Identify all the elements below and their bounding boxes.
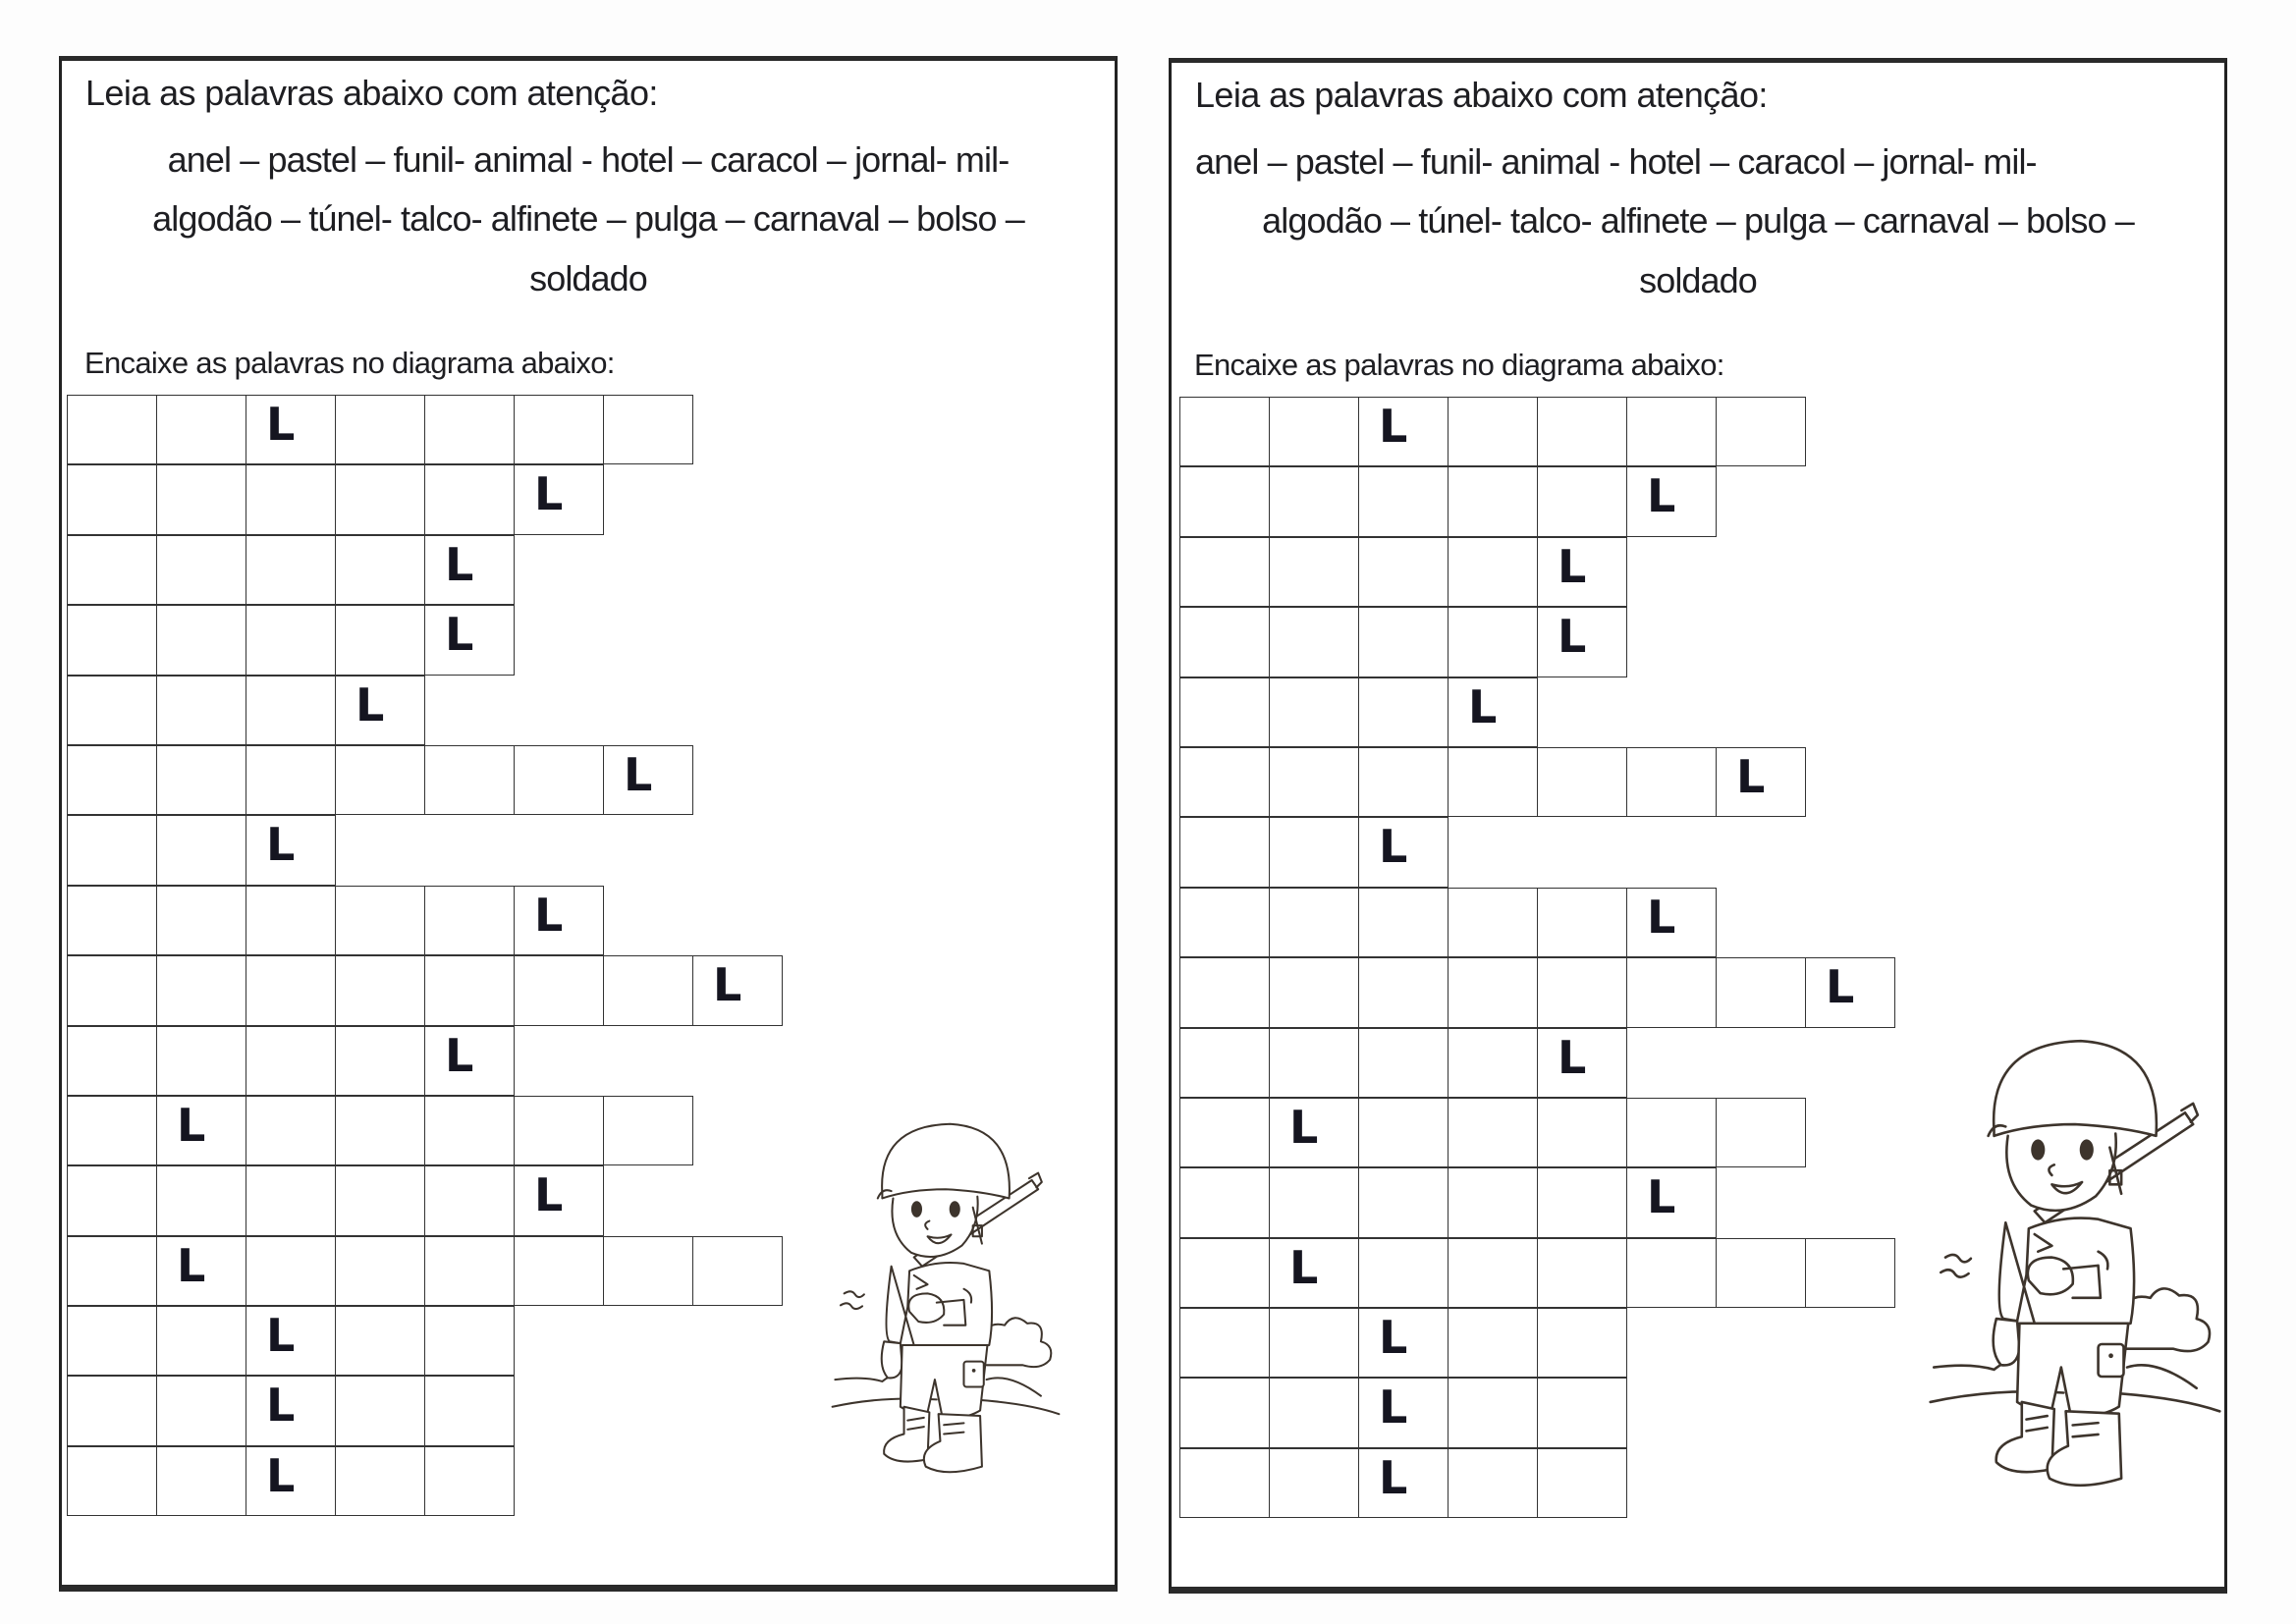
grid-row [1179,888,1894,957]
grid-row [67,1026,782,1096]
given-letter: L [445,608,474,662]
grid-cell[interactable] [1269,1448,1359,1518]
grid-row [67,676,782,745]
diagram-instruction: Encaixe as palavras no diagrama abaixo: [1194,348,1724,382]
grid-cell[interactable] [1269,537,1359,607]
grid-cell[interactable] [1179,677,1270,747]
grid-cell[interactable] [1179,1448,1270,1518]
grid-row [1179,817,1894,887]
diagram-instruction: Encaixe as palavras no diagrama abaixo: [84,346,615,380]
grid-cell[interactable] [246,1446,336,1516]
grid-cell[interactable] [1448,1308,1538,1378]
grid-cell[interactable] [1537,1238,1627,1308]
grid-cell[interactable] [1537,957,1627,1027]
given-letter: L [355,677,385,731]
given-letter: L [1647,890,1676,944]
grid-cell[interactable] [156,1165,246,1235]
grid-cell[interactable] [1358,1308,1449,1378]
given-letter: L [266,818,296,872]
grid-cell[interactable] [1269,607,1359,677]
grid-cell[interactable] [424,1376,515,1445]
grid-cell[interactable] [335,1446,425,1516]
given-letter: L [1379,1450,1408,1504]
word-list-line-3: soldado [1639,260,1757,300]
grid-cell[interactable] [156,464,246,534]
grid-cell[interactable] [1448,1238,1538,1308]
given-letter: L [266,1309,296,1363]
grid-cell[interactable] [1448,466,1538,536]
grid-row [1179,1308,1894,1378]
grid-cell[interactable] [1179,1028,1270,1098]
grid-cell[interactable] [1537,466,1627,536]
grid-cell[interactable] [67,1376,157,1445]
given-letter: L [177,1238,206,1292]
reading-instruction: Leia as palavras abaixo com atenção: [85,73,658,113]
grid-cell[interactable] [1358,1167,1449,1237]
given-letter: L [1558,610,1587,664]
grid-cell[interactable] [335,1236,425,1306]
grid-cell[interactable] [335,395,425,464]
grid-cell[interactable] [1179,747,1270,817]
grid-cell[interactable] [67,535,157,605]
grid-cell[interactable] [1537,1167,1627,1237]
word-list-line-2: algodão – túnel- talco- alfinete – pulga – carnaval – bolso – [152,198,1024,239]
grid-cell[interactable] [692,1236,783,1306]
grid-cell[interactable] [156,1446,246,1516]
grid-cell[interactable] [1448,1378,1538,1447]
grid-cell[interactable] [1179,888,1270,957]
given-letter: L [1558,539,1587,593]
grid-cell[interactable] [1448,677,1538,747]
grid-cell[interactable] [67,1165,157,1235]
grid-cell[interactable] [1626,1238,1717,1308]
grid-cell[interactable] [1358,957,1449,1027]
grid-cell[interactable] [424,886,515,955]
word-list-line-3: soldado [529,258,647,298]
grid-cell[interactable] [1537,747,1627,817]
grid-cell[interactable] [67,1306,157,1376]
given-letter: L [1379,400,1408,453]
grid-cell[interactable] [335,1096,425,1165]
grid-cell[interactable] [67,605,157,675]
given-letter: L [534,467,564,521]
grid-cell[interactable] [514,955,604,1025]
grid-cell[interactable] [246,1096,336,1165]
grid-row [67,886,782,955]
grid-cell[interactable] [1358,466,1449,536]
grid-cell[interactable] [156,535,246,605]
grid-cell[interactable] [246,955,336,1025]
grid-cell[interactable] [1448,397,1538,466]
grid-cell[interactable] [67,676,157,745]
grid-cell[interactable] [156,1306,246,1376]
given-letter: L [266,1448,296,1502]
grid-cell[interactable] [1537,1098,1627,1167]
grid-cell[interactable] [156,1096,246,1165]
grid-cell[interactable] [246,395,336,464]
grid-cell[interactable] [1626,1167,1717,1237]
crossword-grid [1179,397,1894,1518]
grid-cell[interactable] [156,955,246,1025]
grid-cell[interactable] [1269,1028,1359,1098]
grid-cell[interactable] [424,605,515,675]
grid-cell[interactable] [1358,888,1449,957]
grid-row [1179,537,1894,607]
grid-cell[interactable] [424,1165,515,1235]
given-letter: L [1736,749,1766,803]
grid-cell[interactable] [246,1026,336,1096]
grid-cell[interactable] [335,745,425,815]
grid-cell[interactable] [424,1306,515,1376]
grid-cell[interactable] [514,1165,604,1235]
grid-row [67,1165,782,1235]
grid-cell[interactable] [246,1165,336,1235]
grid-row [1179,1098,1894,1167]
grid-cell[interactable] [67,745,157,815]
grid-cell[interactable] [603,955,693,1025]
given-letter: L [713,958,742,1012]
grid-cell[interactable] [603,745,693,815]
grid-cell[interactable] [1716,747,1806,817]
grid-cell[interactable] [692,955,783,1025]
grid-cell[interactable] [156,676,246,745]
grid-cell[interactable] [1448,747,1538,817]
grid-row [67,955,782,1025]
grid-cell[interactable] [1358,397,1449,466]
grid-row [67,1096,782,1165]
soldier-illustration [1923,1020,2227,1506]
grid-cell[interactable] [67,1096,157,1165]
grid-cell[interactable] [246,605,336,675]
grid-cell[interactable] [1805,1238,1895,1308]
grid-cell[interactable] [1269,466,1359,536]
grid-cell[interactable] [1179,1378,1270,1447]
grid-cell[interactable] [156,886,246,955]
grid-cell[interactable] [1269,1238,1359,1308]
grid-cell[interactable] [424,1446,515,1516]
grid-row [1179,397,1894,466]
grid-cell[interactable] [1358,537,1449,607]
grid-row [1179,1167,1894,1237]
grid-cell[interactable] [1358,1378,1449,1447]
grid-cell[interactable] [335,535,425,605]
grid-cell[interactable] [1448,1448,1538,1518]
grid-cell[interactable] [1179,607,1270,677]
grid-cell[interactable] [1358,1448,1449,1518]
given-letter: L [1647,1170,1676,1224]
grid-cell[interactable] [1448,607,1538,677]
grid-cell[interactable] [67,1446,157,1516]
grid-cell[interactable] [67,815,157,885]
grid-cell[interactable] [335,1376,425,1445]
grid-cell[interactable] [1179,817,1270,887]
grid-cell[interactable] [1537,1448,1627,1518]
grid-cell[interactable] [335,605,425,675]
grid-row [67,745,782,815]
grid-row [1179,607,1894,677]
given-letter: L [266,398,296,451]
given-letter: L [534,1168,564,1222]
worksheet-panel-right [1169,58,2227,1594]
soldier-illustration [828,1107,1064,1489]
given-letter: L [534,888,564,942]
grid-cell[interactable] [1626,888,1717,957]
grid-cell[interactable] [246,745,336,815]
grid-cell[interactable] [514,1096,604,1165]
grid-cell[interactable] [335,1306,425,1376]
grid-cell[interactable] [424,955,515,1025]
grid-cell[interactable] [246,1306,336,1376]
grid-cell[interactable] [67,1236,157,1306]
grid-cell[interactable] [1716,397,1806,466]
grid-cell[interactable] [1269,888,1359,957]
grid-cell[interactable] [1358,677,1449,747]
grid-cell[interactable] [1269,1098,1359,1167]
grid-cell[interactable] [1179,957,1270,1027]
grid-cell[interactable] [424,464,515,534]
grid-cell[interactable] [1179,1308,1270,1378]
grid-cell[interactable] [1448,1028,1538,1098]
grid-cell[interactable] [67,395,157,464]
grid-cell[interactable] [246,1236,336,1306]
grid-row [67,1236,782,1306]
grid-cell[interactable] [1358,1238,1449,1308]
grid-row [1179,677,1894,747]
grid-cell[interactable] [1537,607,1627,677]
grid-cell[interactable] [335,676,425,745]
grid-cell[interactable] [1626,957,1717,1027]
grid-cell[interactable] [1269,397,1359,466]
grid-cell[interactable] [1269,957,1359,1027]
grid-cell[interactable] [335,955,425,1025]
grid-row [1179,1028,1894,1098]
given-letter: L [1289,1100,1319,1154]
grid-cell[interactable] [514,886,604,955]
grid-cell[interactable] [514,395,604,464]
given-letter: L [1647,469,1676,523]
grid-cell[interactable] [335,1026,425,1096]
grid-cell[interactable] [424,1096,515,1165]
grid-cell[interactable] [335,886,425,955]
grid-cell[interactable] [1448,1098,1538,1167]
word-list-line-2: algodão – túnel- talco- alfinete – pulga – carnaval – bolso – [1262,200,2134,241]
grid-cell[interactable] [156,815,246,885]
given-letter: L [1289,1240,1319,1294]
grid-cell[interactable] [1269,817,1359,887]
grid-cell[interactable] [424,1026,515,1096]
grid-cell[interactable] [1358,817,1449,887]
grid-cell[interactable] [156,1026,246,1096]
grid-row [1179,466,1894,536]
grid-cell[interactable] [424,1236,515,1306]
grid-row [67,535,782,605]
grid-row [67,1446,782,1516]
given-letter: L [1826,960,1855,1014]
grid-cell[interactable] [67,955,157,1025]
given-letter: L [266,1379,296,1433]
grid-cell[interactable] [1448,888,1538,957]
grid-cell[interactable] [1179,1098,1270,1167]
grid-cell[interactable] [1179,466,1270,536]
grid-cell[interactable] [1358,1028,1449,1098]
grid-cell[interactable] [603,395,693,464]
grid-cell[interactable] [246,815,336,885]
grid-cell[interactable] [1626,466,1717,536]
grid-cell[interactable] [1269,677,1359,747]
soldier-illustration [828,1107,1064,1489]
word-list-line-1: anel – pastel – funil- animal - hotel – caracol – jornal- mil- [1195,141,2037,182]
soldier-illustration [1923,1020,2227,1506]
grid-cell[interactable] [1716,1098,1806,1167]
grid-cell[interactable] [1716,957,1806,1027]
grid-cell[interactable] [1537,537,1627,607]
given-letter: L [445,537,474,591]
grid-cell[interactable] [1269,1167,1359,1237]
grid-cell[interactable] [246,464,336,534]
grid-row [1179,1378,1894,1447]
grid-cell[interactable] [1626,1098,1717,1167]
grid-cell[interactable] [424,535,515,605]
word-list-line-1: anel – pastel – funil- animal - hotel – caracol – jornal- mil- [167,139,1010,180]
reading-instruction: Leia as palavras abaixo com atenção: [1195,75,1768,115]
grid-cell[interactable] [1537,1028,1627,1098]
grid-cell[interactable] [1358,607,1449,677]
grid-row [67,605,782,675]
grid-cell[interactable] [1358,1098,1449,1167]
grid-row [67,1306,782,1376]
grid-cell[interactable] [1537,397,1627,466]
grid-cell[interactable] [1626,747,1717,817]
grid-cell[interactable] [156,1376,246,1445]
grid-cell[interactable] [1537,1378,1627,1447]
grid-cell[interactable] [514,1236,604,1306]
given-letter: L [1468,679,1498,733]
grid-cell[interactable] [603,1096,693,1165]
grid-cell[interactable] [1179,537,1270,607]
grid-cell[interactable] [246,535,336,605]
given-letter: L [1379,820,1408,874]
grid-cell[interactable] [1448,537,1538,607]
grid-cell[interactable] [67,886,157,955]
grid-cell[interactable] [1179,1238,1270,1308]
given-letter: L [177,1098,206,1152]
grid-cell[interactable] [1716,1238,1806,1308]
grid-row [67,395,782,464]
grid-cell[interactable] [1269,747,1359,817]
grid-cell[interactable] [1448,1167,1538,1237]
grid-cell[interactable] [1269,1308,1359,1378]
grid-row [1179,957,1894,1027]
grid-cell[interactable] [246,886,336,955]
grid-cell[interactable] [67,464,157,534]
given-letter: L [624,747,653,801]
given-letter: L [1379,1311,1408,1365]
grid-cell[interactable] [1179,1167,1270,1237]
grid-row [1179,747,1894,817]
crossword-grid [67,395,782,1516]
grid-row [1179,1238,1894,1308]
grid-cell[interactable] [335,464,425,534]
grid-row [67,464,782,534]
grid-cell[interactable] [1537,1308,1627,1378]
grid-row [67,1376,782,1445]
grid-cell[interactable] [1537,888,1627,957]
grid-row [67,815,782,885]
grid-cell[interactable] [1179,397,1270,466]
grid-cell[interactable] [335,1165,425,1235]
grid-cell[interactable] [514,464,604,534]
grid-cell[interactable] [424,745,515,815]
grid-cell[interactable] [1448,957,1538,1027]
grid-cell[interactable] [424,395,515,464]
grid-cell[interactable] [1805,957,1895,1027]
grid-cell[interactable] [246,1376,336,1445]
given-letter: L [1379,1380,1408,1435]
grid-cell[interactable] [67,1026,157,1096]
grid-cell[interactable] [1358,747,1449,817]
grid-cell[interactable] [156,1236,246,1306]
grid-row [1179,1448,1894,1518]
given-letter: L [1558,1030,1587,1084]
grid-cell[interactable] [1269,1378,1359,1447]
grid-cell[interactable] [156,745,246,815]
grid-cell[interactable] [156,395,246,464]
worksheet-panel-left [59,56,1118,1592]
grid-cell[interactable] [514,745,604,815]
grid-cell[interactable] [603,1236,693,1306]
grid-cell[interactable] [156,605,246,675]
given-letter: L [445,1028,474,1082]
grid-cell[interactable] [246,676,336,745]
grid-cell[interactable] [1626,397,1717,466]
